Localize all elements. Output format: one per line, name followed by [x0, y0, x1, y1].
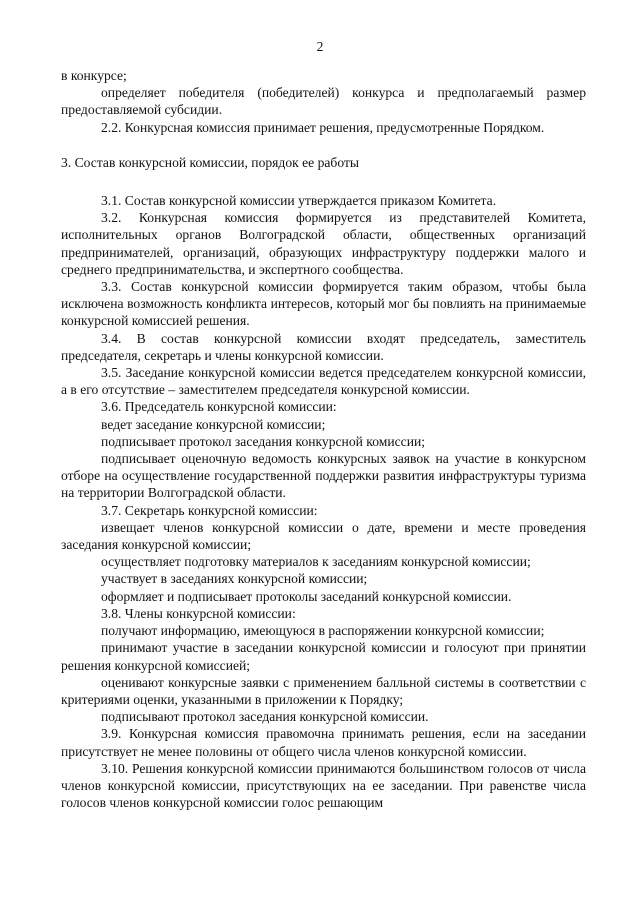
paragraph: участвует в заседаниях конкурсной комиссии;	[101, 571, 368, 587]
paragraph: оценивают конкурсные заявки с применением балльной системы в соответствии с критериями оценки, указанными в приложении к Порядку;	[61, 674, 586, 707]
paragraph: 3.3. Состав конкурсной комиссии формируется таким образом, чтобы была исключена возможность конфликта интересов, который мог бы повлиять на принимаемые конкурсной комиссией решения.	[61, 279, 586, 329]
paragraph: подписывают протокол заседания конкурсной комиссии.	[101, 709, 429, 725]
paragraph: определяет победителя (победителей) конкурса и предполагаемый размер предоставляемой субсидии.	[61, 85, 586, 118]
paragraph: 3.4. В состав конкурсной комиссии входят председатель, заместитель председателя, секретарь и члены конкурсной комиссии.	[61, 330, 586, 363]
paragraph: 3.5. Заседание конкурсной комиссии ведется председателем конкурсной комиссии, а в его отсутствие – заместителем председателя конкурсной комиссии.	[61, 365, 586, 398]
paragraph: в конкурсе;	[61, 68, 127, 83]
paragraph: подписывает оценочную ведомость конкурсных заявок на участие в конкурсном отборе на осуществление государственной поддержки развития инфраструктуры туризма на территории Волгоградской области.	[61, 451, 586, 501]
paragraph: осуществляет подготовку материалов к заседаниям конкурсной комиссии;	[101, 554, 531, 570]
paragraph: оформляет и подписывает протоколы заседаний конкурсной комиссии.	[101, 588, 512, 604]
paragraph: 2.2. Конкурсная комиссия принимает решения, предусмотренные Порядком.	[101, 119, 545, 135]
paragraph: 3.9. Конкурсная комиссия правомочна принимать решения, если на заседании присутствует не менее половины от общего числа членов конкурсной комиссии.	[61, 726, 586, 759]
section-heading: 3. Состав конкурсной комиссии, порядок ее работы	[61, 154, 360, 170]
paragraph: подписывает протокол заседания конкурсной комиссии;	[101, 433, 426, 449]
paragraph: извещает членов конкурсной комиссии о дате, времени и месте проведения заседания конкурсной комиссии;	[61, 519, 586, 553]
document-body	[61, 67, 586, 811]
paragraph: 3.2. Конкурсная комиссия формируется из представителей Комитета, исполнительных органов Волгоградской области, общественных организаций предпринимателей, организаций, образующих инфраструктуру поддержки малого и среднего предпринимательства, и экспертного сообщества.	[61, 210, 586, 277]
paragraph: ведет заседание конкурсной комиссии;	[101, 416, 326, 432]
paragraph: 3.10. Решения конкурсной комиссии принимаются большинством голосов от числа членов конкурсной комиссии, присутствующих на ее заседании. При равенстве числа голосов членов конкурсной комиссии голос решающим	[61, 760, 586, 811]
paragraph: принимают участие в заседании конкурсной комиссии и голосуют при принятии решения конкурсной комиссией;	[61, 640, 586, 673]
paragraph: получают информацию, имеющуюся в распоряжении конкурсной комиссии;	[101, 623, 545, 639]
paragraph: 3.8. Члены конкурсной комиссии:	[101, 605, 296, 621]
paragraph: 3.6. Председатель конкурсной комиссии:	[101, 399, 337, 415]
paragraph: 3.1. Состав конкурсной комиссии утверждается приказом Комитета.	[101, 193, 497, 209]
page-number: 2	[316, 39, 324, 54]
paragraph: 3.7. Секретарь конкурсной комиссии:	[101, 502, 318, 518]
